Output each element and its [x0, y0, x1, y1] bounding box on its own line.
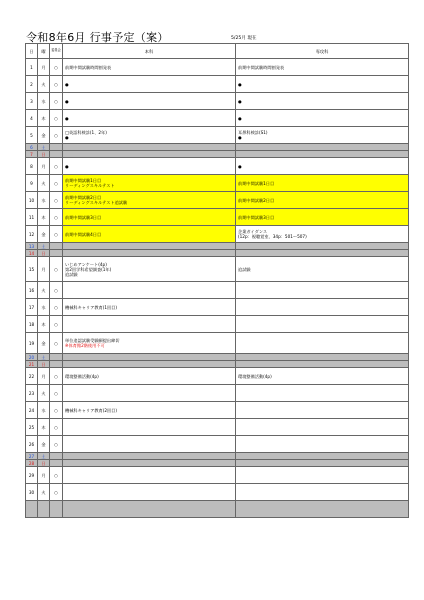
main-course-cell [63, 250, 236, 257]
main-course-cell [63, 316, 236, 333]
weekday-cell: 金 [38, 436, 50, 453]
mark-cell [50, 250, 63, 257]
mark-cell: ○ [50, 59, 63, 76]
mark-cell: ○ [50, 175, 63, 192]
day-cell: 24 [26, 402, 38, 419]
event-text: 前期中間試験時間割発表 [65, 64, 112, 70]
main-course-cell [63, 282, 236, 299]
weekday-cell: 日 [38, 361, 50, 368]
day-cell: 10 [26, 192, 38, 209]
mark-cell [50, 453, 63, 460]
advanced-course-cell [236, 501, 409, 518]
advanced-course-cell [236, 192, 409, 209]
day-cell: 12 [26, 226, 38, 243]
weekday-cell: 日 [38, 460, 50, 467]
day-cell: 1 [26, 59, 38, 76]
table-row [26, 467, 409, 484]
weekday-cell: 水 [38, 93, 50, 110]
mark-cell [50, 460, 63, 467]
page-title: 令和8年6月 行事予定（案） [26, 31, 169, 44]
event-text: 機械科キャリア教育(1回目) [65, 304, 117, 310]
event-text: 追試験 [238, 266, 251, 272]
event-text: 環境整備活動(4p) [65, 373, 99, 379]
event-text: ● [65, 135, 69, 140]
mark-cell [50, 501, 63, 518]
mark-cell: ○ [50, 110, 63, 127]
advanced-course-cell [236, 243, 409, 250]
advanced-course-cell [236, 76, 409, 93]
main-course-cell [63, 93, 236, 110]
event-text: 前期中間試験4日目 [65, 231, 102, 237]
table-row [26, 243, 409, 250]
day-cell: 21 [26, 361, 38, 368]
header-advanced-course: 専攻科 [236, 44, 409, 59]
advanced-course-cell [236, 436, 409, 453]
advanced-course-cell [236, 226, 409, 243]
main-course-cell [63, 484, 236, 501]
weekday-cell: 土 [38, 243, 50, 250]
advanced-course-cell [236, 209, 409, 226]
main-course-cell [63, 209, 236, 226]
mark-cell: ○ [50, 226, 63, 243]
advanced-course-cell [236, 316, 409, 333]
day-cell: 3 [26, 93, 38, 110]
mark-cell: ○ [50, 419, 63, 436]
mark-cell: ○ [50, 333, 63, 354]
day-cell: 26 [26, 436, 38, 453]
weekday-cell: 火 [38, 76, 50, 93]
table-header-row [26, 44, 409, 59]
mark-cell: ○ [50, 436, 63, 453]
advanced-course-cell [236, 175, 409, 192]
table-row [26, 368, 409, 385]
table-row [26, 158, 409, 175]
mark-cell: ○ [50, 316, 63, 333]
day-cell: 17 [26, 299, 38, 316]
advanced-course-cell [236, 59, 409, 76]
advanced-course-cell [236, 299, 409, 316]
event-text: ● [238, 163, 242, 169]
advanced-course-cell [236, 467, 409, 484]
weekday-cell: 木 [38, 110, 50, 127]
table-row [26, 192, 409, 209]
table-row [26, 484, 409, 501]
main-course-cell [63, 368, 236, 385]
table-row [26, 209, 409, 226]
event-text: 単位追認試験受験願提出締切 [65, 338, 120, 343]
mark-cell: ○ [50, 484, 63, 501]
event-text: 前期中間試験2日目 [238, 197, 275, 203]
event-text: ● [238, 135, 242, 140]
table-row [26, 361, 409, 368]
main-course-cell [63, 127, 236, 144]
day-cell: 29 [26, 467, 38, 484]
advanced-course-cell [236, 484, 409, 501]
day-cell: 22 [26, 368, 38, 385]
mark-cell: ○ [50, 127, 63, 144]
table-row [26, 316, 409, 333]
day-cell: 28 [26, 460, 38, 467]
table-row [26, 385, 409, 402]
schedule-table [25, 43, 409, 518]
event-text: ● [65, 98, 69, 104]
main-course-cell [63, 192, 236, 209]
day-cell: 5 [26, 127, 38, 144]
advanced-course-cell [236, 151, 409, 158]
weekday-cell: 金 [38, 226, 50, 243]
mark-cell [50, 144, 63, 151]
mark-cell: ○ [50, 385, 63, 402]
table-row [26, 299, 409, 316]
main-course-cell [63, 453, 236, 460]
event-text: (12p：視聴覚室、34p：501〜507) [238, 234, 307, 239]
weekday-cell: 水 [38, 192, 50, 209]
day-cell: 18 [26, 316, 38, 333]
advanced-course-cell [236, 250, 409, 257]
main-course-cell [63, 467, 236, 484]
event-text: ● [238, 81, 242, 87]
main-course-cell [63, 460, 236, 467]
main-course-cell [63, 59, 236, 76]
table-row [26, 226, 409, 243]
mark-cell [50, 243, 63, 250]
day-cell: 25 [26, 419, 38, 436]
weekday-cell [38, 501, 50, 518]
day-cell: 11 [26, 209, 38, 226]
mark-cell: ○ [50, 299, 63, 316]
event-text: 前期中間試験時間割発表 [238, 64, 285, 70]
header-day: 日 [26, 44, 38, 59]
mark-cell: ○ [50, 368, 63, 385]
event-text: リーディングスキルテスト追試験 [65, 200, 128, 205]
event-text: ● [238, 115, 242, 121]
table-row [26, 175, 409, 192]
weekday-cell: 月 [38, 467, 50, 484]
event-text: 前期中間試験3日目 [65, 214, 102, 220]
main-course-cell [63, 257, 236, 282]
event-text: ● [65, 163, 69, 169]
weekday-cell: 土 [38, 354, 50, 361]
event-text: 環境整備活動(4p) [238, 373, 272, 379]
weekday-cell: 月 [38, 158, 50, 175]
table-row [26, 453, 409, 460]
mark-cell [50, 151, 63, 158]
weekday-cell: 土 [38, 453, 50, 460]
advanced-course-cell [236, 93, 409, 110]
event-text: リーディングスキルテスト [65, 183, 115, 188]
main-course-cell [63, 333, 236, 354]
weekday-cell: 水 [38, 402, 50, 419]
event-text: 前期中間試験3日目 [238, 214, 275, 220]
weekday-cell: 月 [38, 59, 50, 76]
advanced-course-cell [236, 158, 409, 175]
main-course-cell [63, 385, 236, 402]
day-cell: 8 [26, 158, 38, 175]
advanced-course-cell [236, 361, 409, 368]
mark-cell: ○ [50, 402, 63, 419]
day-cell: 23 [26, 385, 38, 402]
table-row [26, 59, 409, 76]
main-course-cell [63, 402, 236, 419]
table-row [26, 282, 409, 299]
event-text: ● [65, 115, 69, 121]
table-row [26, 144, 409, 151]
advanced-course-cell [236, 453, 409, 460]
mark-cell [50, 354, 63, 361]
event-text: ● [238, 98, 242, 104]
weekday-cell: 日 [38, 250, 50, 257]
table-body [26, 59, 409, 518]
advanced-course-cell [236, 354, 409, 361]
mark-cell [50, 361, 63, 368]
main-course-cell [63, 144, 236, 151]
advanced-course-cell [236, 419, 409, 436]
day-cell: 16 [26, 282, 38, 299]
event-text: 機械科キャリア教育(2回目) [65, 407, 117, 413]
mark-cell: ○ [50, 192, 63, 209]
table-row [26, 93, 409, 110]
weekday-cell: 木 [38, 209, 50, 226]
main-course-cell [63, 76, 236, 93]
mark-cell: ○ [50, 282, 63, 299]
day-cell: 4 [26, 110, 38, 127]
mark-cell: ○ [50, 158, 63, 175]
advanced-course-cell [236, 368, 409, 385]
weekday-cell: 火 [38, 484, 50, 501]
main-course-cell [63, 226, 236, 243]
main-course-cell [63, 501, 236, 518]
table-row [26, 419, 409, 436]
day-cell: 20 [26, 354, 38, 361]
mark-cell: ○ [50, 93, 63, 110]
header-mark: 委員会 [50, 44, 63, 59]
event-text: 第2回学科希望調査(1年) [65, 266, 112, 272]
day-cell: 6 [26, 144, 38, 151]
weekday-cell: 日 [38, 151, 50, 158]
day-cell: 27 [26, 453, 38, 460]
event-text: 前期中間試験2日目 [65, 195, 102, 200]
weekday-cell: 火 [38, 175, 50, 192]
mark-cell: ○ [50, 257, 63, 282]
main-course-cell [63, 175, 236, 192]
table-row [26, 333, 409, 354]
weekday-cell: 月 [38, 368, 50, 385]
advanced-course-cell [236, 402, 409, 419]
weekday-cell: 水 [38, 299, 50, 316]
mark-cell: ○ [50, 76, 63, 93]
main-course-cell [63, 243, 236, 250]
header-main-course: 本科 [63, 44, 236, 59]
table-row [26, 460, 409, 467]
advanced-course-cell [236, 127, 409, 144]
table-row [26, 76, 409, 93]
main-course-cell [63, 436, 236, 453]
table-row [26, 402, 409, 419]
weekday-cell: 火 [38, 282, 50, 299]
table-row [26, 127, 409, 144]
day-cell: 14 [26, 250, 38, 257]
mark-cell: ○ [50, 209, 63, 226]
weekday-cell: 火 [38, 385, 50, 402]
main-course-cell [63, 354, 236, 361]
day-cell: 13 [26, 243, 38, 250]
advanced-course-cell [236, 333, 409, 354]
main-course-cell [63, 110, 236, 127]
event-text: 企業ガイダンス [238, 229, 268, 234]
main-course-cell [63, 158, 236, 175]
table-row [26, 110, 409, 127]
day-cell: 2 [26, 76, 38, 93]
event-note-red: ※体育館2階使用不可 [65, 343, 105, 348]
table-row [26, 354, 409, 361]
main-course-cell [63, 419, 236, 436]
advanced-course-cell [236, 257, 409, 282]
day-cell: 7 [26, 151, 38, 158]
main-course-cell [63, 361, 236, 368]
weekday-cell: 木 [38, 316, 50, 333]
as-of-date: 5/25月 現在 [231, 36, 257, 41]
weekday-cell: 月 [38, 257, 50, 282]
advanced-course-cell [236, 110, 409, 127]
mark-cell: ○ [50, 467, 63, 484]
event-text: 前期中間試験1日目 [238, 180, 275, 186]
event-text: □英語科検診(1、2年) [65, 130, 107, 135]
table-row [26, 257, 409, 282]
advanced-course-cell [236, 282, 409, 299]
day-cell: 19 [26, 333, 38, 354]
main-course-cell [63, 151, 236, 158]
advanced-course-cell [236, 460, 409, 467]
day-cell: 30 [26, 484, 38, 501]
day-cell [26, 501, 38, 518]
weekday-cell: 金 [38, 333, 50, 354]
event-text: いじめアンケート(4p) [65, 261, 107, 267]
event-text: 前期中間試験1日目 [65, 178, 102, 183]
weekday-cell: 土 [38, 144, 50, 151]
event-text: 追試験 [65, 271, 78, 277]
event-text: ● [65, 81, 69, 87]
weekday-cell: 木 [38, 419, 50, 436]
day-cell: 15 [26, 257, 38, 282]
header-weekday: 曜 [38, 44, 50, 59]
table-row [26, 250, 409, 257]
table-row [26, 151, 409, 158]
main-course-cell [63, 299, 236, 316]
advanced-course-cell [236, 385, 409, 402]
advanced-course-cell [236, 144, 409, 151]
event-text: 耳鼻科検診(S1) [238, 130, 268, 135]
table-row [26, 501, 409, 518]
weekday-cell: 金 [38, 127, 50, 144]
table-row [26, 436, 409, 453]
day-cell: 9 [26, 175, 38, 192]
